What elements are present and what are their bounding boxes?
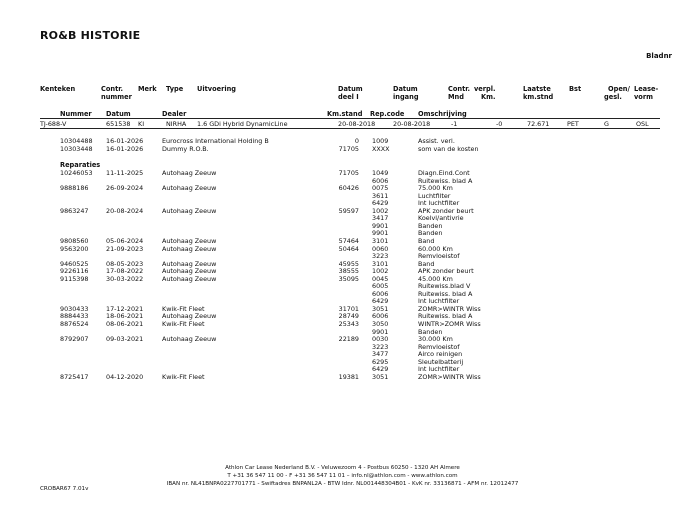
row-omschrijving: Remvloeistof: [418, 342, 460, 351]
row-dealer: Autohaag Zeeuw: [162, 236, 217, 245]
col-bst: Bst: [569, 85, 582, 93]
col-laatste: Laatste: [523, 85, 551, 93]
row-rep-code: 0030: [372, 335, 389, 344]
row-rep-code: 6005: [372, 282, 389, 291]
row-omschrijving: Ruitewiss. blad A: [418, 176, 473, 185]
row-omschrijving: 60.000 Km: [418, 244, 453, 253]
vehicle-kenteken: TJ-688-V: [40, 120, 67, 128]
row-dealer: Autohaag Zeeuw: [162, 274, 217, 283]
row-rep-code: 3477: [372, 350, 389, 359]
row-km-stand: 38555: [338, 267, 359, 276]
row-rep-code: 0075: [372, 184, 389, 193]
row-rep-code: 6429: [372, 297, 389, 306]
col-datum-ingang: Datum: [393, 85, 418, 93]
row-datum: 09-03-2021: [106, 335, 144, 344]
vehicle-type: NIRHA: [166, 120, 187, 128]
row-datum: 11-11-2025: [106, 169, 144, 177]
col-uitvoering: Uitvoering: [197, 85, 236, 93]
vehicle-datum-ingang: 20-08-2018: [393, 120, 431, 128]
row-rep-code: 6429: [372, 199, 389, 208]
row-km-stand: 31701: [338, 304, 359, 313]
row-omschrijving: Band: [418, 236, 435, 245]
vehicle-divider: [40, 128, 660, 129]
row-km-stand: 28749: [338, 312, 359, 321]
row-km-stand: 19381: [338, 372, 359, 381]
row-km-stand: 45955: [338, 259, 359, 268]
row-datum: 20-08-2024: [106, 206, 144, 215]
row-nummer: 8884433: [60, 312, 89, 321]
row-rep-code: 3417: [372, 214, 389, 223]
row-rep-code: 9901: [372, 229, 389, 238]
row-rep-code: 3050: [372, 320, 389, 328]
row-datum: 05-06-2024: [106, 236, 144, 245]
row-datum: 26-09-2024: [106, 184, 144, 193]
row-rep-code: 6295: [372, 357, 389, 366]
col-verpl: verpl.: [474, 85, 496, 93]
row-omschrijving: Remvloeistof: [418, 252, 460, 261]
row-rep-code: 1049: [372, 169, 389, 177]
row-datum: 17-12-2021: [106, 304, 144, 313]
vehicle-lease-vorm: OSL: [636, 120, 649, 128]
row-datum: 17-08-2022: [106, 267, 144, 276]
row-nummer: 10303448: [60, 144, 93, 153]
vehicle-contract: 651538: [106, 120, 131, 128]
row-nummer: 9863247: [60, 206, 89, 215]
col-km-sub: Km.: [481, 93, 496, 101]
row-omschrijving: 45.000 Km: [418, 274, 453, 283]
row-dealer: Autohaag Zeeuw: [162, 169, 217, 177]
row-dealer: Autohaag Zeeuw: [162, 335, 217, 344]
row-nummer: 8725417: [60, 372, 89, 381]
row-datum: 08-05-2023: [106, 259, 144, 268]
row-rep-code: 3223: [372, 342, 389, 351]
row-datum: 16-01-2026: [106, 137, 144, 145]
row-omschrijving: Sleutelbatterij: [418, 357, 464, 366]
footer-registration: IBAN nr. NL41BNPA0227701771 - Swiftadres BNPANL2A - BTW Idnr. NL001448304B01 - KvK nr. 33136871 - AFM nr. 12012477: [166, 481, 519, 487]
row-rep-code: 3101: [372, 259, 389, 268]
page-number-label: Bladnr: [646, 52, 672, 60]
col-datum-deel: Datum: [338, 85, 363, 93]
row-km-stand: 0: [354, 137, 359, 145]
row-km-stand: 57464: [338, 236, 359, 245]
vehicle-datum-deel: 20-08-2018: [338, 120, 376, 128]
row-omschrijving: Koelvl/antivrie: [418, 214, 464, 223]
row-rep-code: 3101: [372, 236, 389, 245]
row-omschrijving: Banden: [418, 229, 443, 238]
row-datum: 08-06-2021: [106, 320, 144, 328]
row-nummer: 8792907: [60, 335, 89, 344]
row-rep-code: 3051: [372, 372, 389, 381]
row-datum: 30-03-2022: [106, 274, 144, 283]
row-omschrijving: Ruitewiss. blad A: [418, 289, 473, 298]
row-omschrijving: ZOMR>WINTR Wiss: [418, 304, 481, 313]
vehicle-open-gesl: G: [604, 120, 609, 128]
vehicle-km: -0: [496, 120, 503, 128]
row-nummer: 9460525: [60, 259, 89, 268]
col-kmstnd-sub: km.stnd: [523, 93, 554, 101]
row-omschrijving: 30.000 Km: [418, 335, 453, 344]
col-km-stand: Km.stand: [327, 110, 363, 118]
row-dealer: Autohaag Zeeuw: [162, 184, 217, 193]
header-divider: [40, 118, 660, 119]
col-contr: Contr.: [101, 85, 124, 93]
row-km-stand: 60426: [338, 184, 359, 193]
row-omschrijving: APK zonder beurt: [418, 267, 474, 276]
row-datum: 16-01-2026: [106, 144, 144, 153]
col-deel-sub: deel I: [338, 93, 359, 101]
row-datum: 21-09-2023: [106, 244, 144, 253]
row-rep-code: 1009: [372, 137, 389, 145]
row-rep-code: 9901: [372, 327, 389, 336]
row-nummer: 9888186: [60, 184, 89, 193]
col-dealer: Dealer: [162, 110, 187, 118]
row-datum: 04-12-2020: [106, 372, 144, 381]
row-nummer: 10246053: [60, 169, 93, 177]
row-km-stand: 25343: [338, 320, 359, 328]
row-rep-code: 0045: [372, 274, 389, 283]
row-omschrijving: Ruitewiss. blad A: [418, 312, 473, 321]
row-dealer: Autohaag Zeeuw: [162, 244, 217, 253]
row-rep-code: 0060: [372, 244, 389, 253]
row-rep-code: 9901: [372, 221, 389, 230]
row-dealer: Kwik-Fit Fleet: [162, 304, 205, 313]
row-km-stand: 71705: [338, 169, 359, 177]
row-omschrijving: Ruitewiss.blad V: [418, 282, 471, 291]
col-mnd-sub: Mnd: [448, 93, 464, 101]
row-dealer: Autohaag Zeeuw: [162, 206, 217, 215]
row-rep-code: 3223: [372, 252, 389, 261]
row-rep-code: 6006: [372, 176, 389, 185]
footer-address: Athlon Car Lease Nederland B.V. - Veluwezoom 4 - Postbus 60250 - 1320 AH Almere: [225, 465, 460, 471]
col-open: Open/: [608, 85, 630, 93]
vehicle-bst: PET: [567, 120, 579, 128]
row-rep-code: 6006: [372, 289, 389, 298]
report-title: RO&B HISTORIE: [40, 29, 141, 42]
col-nummer-sub: nummer: [101, 93, 132, 101]
row-dealer: Kwik-Fit Fleet: [162, 372, 205, 381]
col-datum: Datum: [106, 110, 131, 118]
row-omschrijving: ZOMR>WINTR Wiss: [418, 372, 481, 381]
row-omschrijving: Int luchtfilter: [418, 199, 460, 208]
col-contr-mnd: Contr.: [448, 85, 471, 93]
row-dealer: Eurocross International Holding B: [162, 137, 269, 145]
col-lease: Lease-: [634, 85, 659, 93]
row-km-stand: 59597: [338, 206, 359, 215]
row-omschrijving: 75.000 Km: [418, 184, 453, 193]
row-nummer: 8876524: [60, 320, 89, 328]
row-rep-code: XXXX: [372, 144, 390, 153]
row-rep-code: 6429: [372, 365, 389, 374]
vehicle-laatste-km: 72.671: [527, 120, 550, 128]
row-km-stand: 35095: [338, 274, 359, 283]
vehicle-mnd: -1: [451, 120, 458, 128]
row-omschrijving: Int luchtfilter: [418, 297, 460, 306]
row-dealer: Autohaag Zeeuw: [162, 259, 217, 268]
reparaties-label: Reparaties: [60, 161, 101, 169]
row-dealer: Autohaag Zeeuw: [162, 312, 217, 321]
row-nummer: 9030433: [60, 304, 89, 313]
row-nummer: 9808560: [60, 236, 89, 245]
row-nummer: 10304488: [60, 137, 93, 145]
row-km-stand: 71705: [338, 144, 359, 153]
col-nummer: Nummer: [60, 110, 92, 118]
row-omschrijving: Luchtfilter: [418, 191, 451, 200]
row-omschrijving: Diagn.Eind.Cont: [418, 169, 470, 177]
footer-contact: T +31 36 547 11 00 - F +31 36 547 11 01 – info.nl@athlon.com - www.athlon.com: [227, 473, 458, 479]
vehicle-uitvoering: 1.6 GDi Hybrid DynamicLine: [197, 120, 288, 128]
report-code: CROBAR67 7.01v: [40, 486, 89, 492]
row-omschrijving: Band: [418, 259, 435, 268]
row-rep-code: 6006: [372, 312, 389, 321]
row-nummer: 9226116: [60, 267, 89, 276]
col-omschrijving: Omschrijving: [418, 110, 467, 118]
col-vorm-sub: vorm: [634, 93, 653, 101]
row-rep-code: 3051: [372, 304, 389, 313]
row-datum: 18-06-2021: [106, 312, 144, 321]
row-rep-code: 1002: [372, 206, 389, 215]
row-nummer: 9563200: [60, 244, 89, 253]
row-omschrijving: Banden: [418, 221, 443, 230]
row-omschrijving: WINTR>ZOMR Wiss: [418, 320, 481, 328]
row-km-stand: 50464: [338, 244, 359, 253]
row-omschrijving: Airco reinigen: [418, 350, 463, 359]
col-ingang-sub: ingang: [393, 93, 419, 101]
row-omschrijving: Assist. verl.: [418, 137, 455, 145]
col-rep-code: Rep.code: [370, 110, 405, 118]
row-dealer: Kwik-Fit Fleet: [162, 320, 205, 328]
col-kenteken: Kenteken: [40, 85, 76, 93]
row-omschrijving: som van de kosten: [418, 144, 479, 153]
row-dealer: Dummy R.O.B.: [162, 144, 209, 153]
row-omschrijving: Banden: [418, 327, 443, 336]
row-omschrijving: APK zonder beurt: [418, 206, 474, 215]
col-type: Type: [166, 85, 184, 93]
vehicle-merk: KI: [138, 120, 145, 128]
row-km-stand: 22189: [338, 335, 359, 344]
row-rep-code: 3611: [372, 191, 389, 200]
row-dealer: Autohaag Zeeuw: [162, 267, 217, 276]
col-merk: Merk: [138, 85, 157, 93]
row-nummer: 9115398: [60, 274, 89, 283]
col-gesl-sub: gesl.: [604, 93, 622, 101]
row-rep-code: 1002: [372, 267, 389, 276]
row-omschrijving: Int luchtfilter: [418, 365, 460, 374]
